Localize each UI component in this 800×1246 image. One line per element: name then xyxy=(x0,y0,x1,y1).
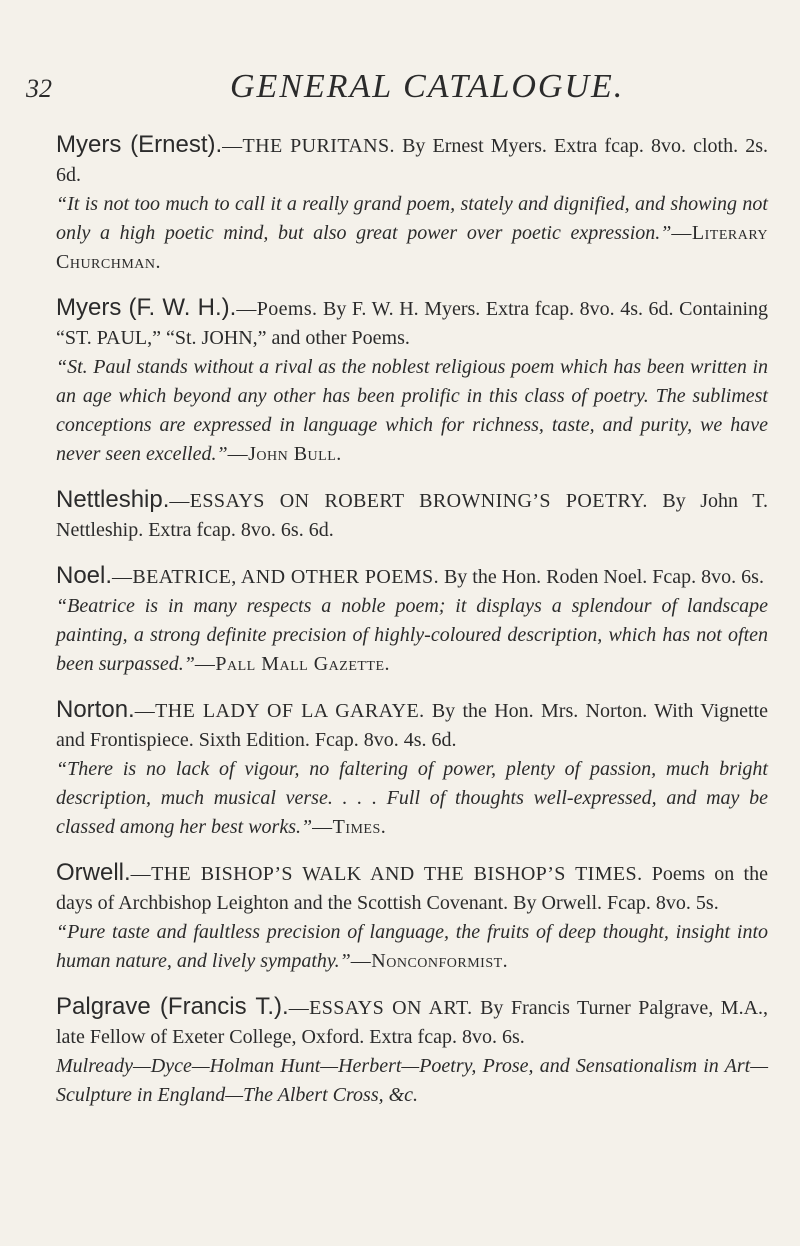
entry-details: By John T. Nettleship. Extra fcap. 8vo. 6s. 6d. xyxy=(56,490,768,541)
catalogue-entry xyxy=(56,695,768,842)
entry-author: Nettleship. xyxy=(56,486,170,513)
entry-quote: “There is no lack of vigour, no faltering of power, plenty of passion, much bright description, much musical verse. . . . Full of thoughts well-expressed, and may be classed among her best works.” xyxy=(56,758,768,838)
entry-details: By the Hon. Mrs. Norton. With Vignette and Frontispiece. Sixth Edition. Fcap. 8vo. 4s. 6d. xyxy=(56,700,768,751)
entry-title: —THE BISHOP’S WALK AND THE BISHOP’S TIMES. xyxy=(130,863,643,885)
catalogue-entry xyxy=(56,293,768,469)
entry-author: Norton. xyxy=(56,696,135,723)
entry-quote: Mulready—Dyce—Holman Hunt—Herbert—Poetry, Prose, and Sensationalism in Art—Sculpture in England—The Albert Cross, &c. xyxy=(56,1055,768,1106)
entry-title: —BEATRICE, AND OTHER POEMS. xyxy=(112,566,439,588)
entry-title: —THE LADY OF LA GARAYE. xyxy=(134,700,425,722)
catalogue-entry xyxy=(56,992,768,1110)
entry-details: By F. W. H. Myers. Extra fcap. 8vo. 4s. 6d. Containing “ST. PAUL,” “St. JOHN,” and other Poems. xyxy=(56,298,769,349)
entry-details: Poems on the days of Archbishop Leighton and the Scottish Covenant. By Orwell. Fcap. 8vo. 5s. xyxy=(56,863,768,914)
catalogue-entry xyxy=(56,858,768,976)
entry-author: Orwell. xyxy=(56,859,131,886)
entry-quote: “Pure taste and faultless precision of language, the fruits of deep thought, insight into human nature, and lively sympathy.” xyxy=(56,921,768,972)
entry-source: —Pall Mall Gazette. xyxy=(194,653,391,675)
entry-title: —THE PURITANS. xyxy=(222,135,395,157)
page-header xyxy=(0,68,800,108)
entry-title: —Poems. xyxy=(236,298,318,320)
entry-author: Noel. xyxy=(56,562,113,589)
catalogue-entry xyxy=(56,561,768,679)
entry-author: Palgrave (Francis T.). xyxy=(56,993,289,1020)
catalogue-entries xyxy=(56,130,768,1126)
entry-quote: “Beatrice is in many respects a noble poem; it displays a splendour of landscape painting, a strong definite precision of highly-coloured description, which has not often been surpassed.” xyxy=(56,595,768,675)
entry-source: —Times. xyxy=(312,816,387,838)
entry-author: Myers (Ernest). xyxy=(56,131,223,158)
catalogue-entry xyxy=(56,130,768,277)
page-number: 32 xyxy=(26,74,52,103)
catalogue-entry xyxy=(56,485,768,545)
entry-title: —ESSAYS ON ART. xyxy=(288,997,473,1019)
entry-title: —ESSAYS ON ROBERT BROWNING’S POETRY. xyxy=(169,490,648,512)
entry-author: Myers (F. W. H.). xyxy=(56,294,237,321)
entry-source: —Literary Churchman. xyxy=(56,222,768,273)
running-title: GENERAL CATALOGUE. xyxy=(230,68,625,105)
entry-details: By Ernest Myers. Extra fcap. 8vo. cloth. 2s. 6d. xyxy=(56,135,769,186)
entry-details: By Francis Turner Palgrave, M.A., late Fellow of Exeter College, Oxford. Extra fcap. 8vo. 6s. xyxy=(56,997,769,1048)
entry-source: —Nonconformist. xyxy=(350,950,509,972)
entry-details: By the Hon. Roden Noel. Fcap. 8vo. 6s. xyxy=(438,566,764,588)
entry-quote: “It is not too much to call it a really grand poem, stately and dignified, and showing not only a high poetic mind, but also great power over poetic expression.” xyxy=(56,193,768,244)
entry-quote: “St. Paul stands without a rival as the noblest religious poem which has been written in an age which beyond any other has been prolific in this class of poetry. The sublimest conceptions are expressed in language which for richness, taste, and purity, we have never seen excelled.” xyxy=(56,356,768,465)
entry-source: —John Bull. xyxy=(227,443,342,465)
